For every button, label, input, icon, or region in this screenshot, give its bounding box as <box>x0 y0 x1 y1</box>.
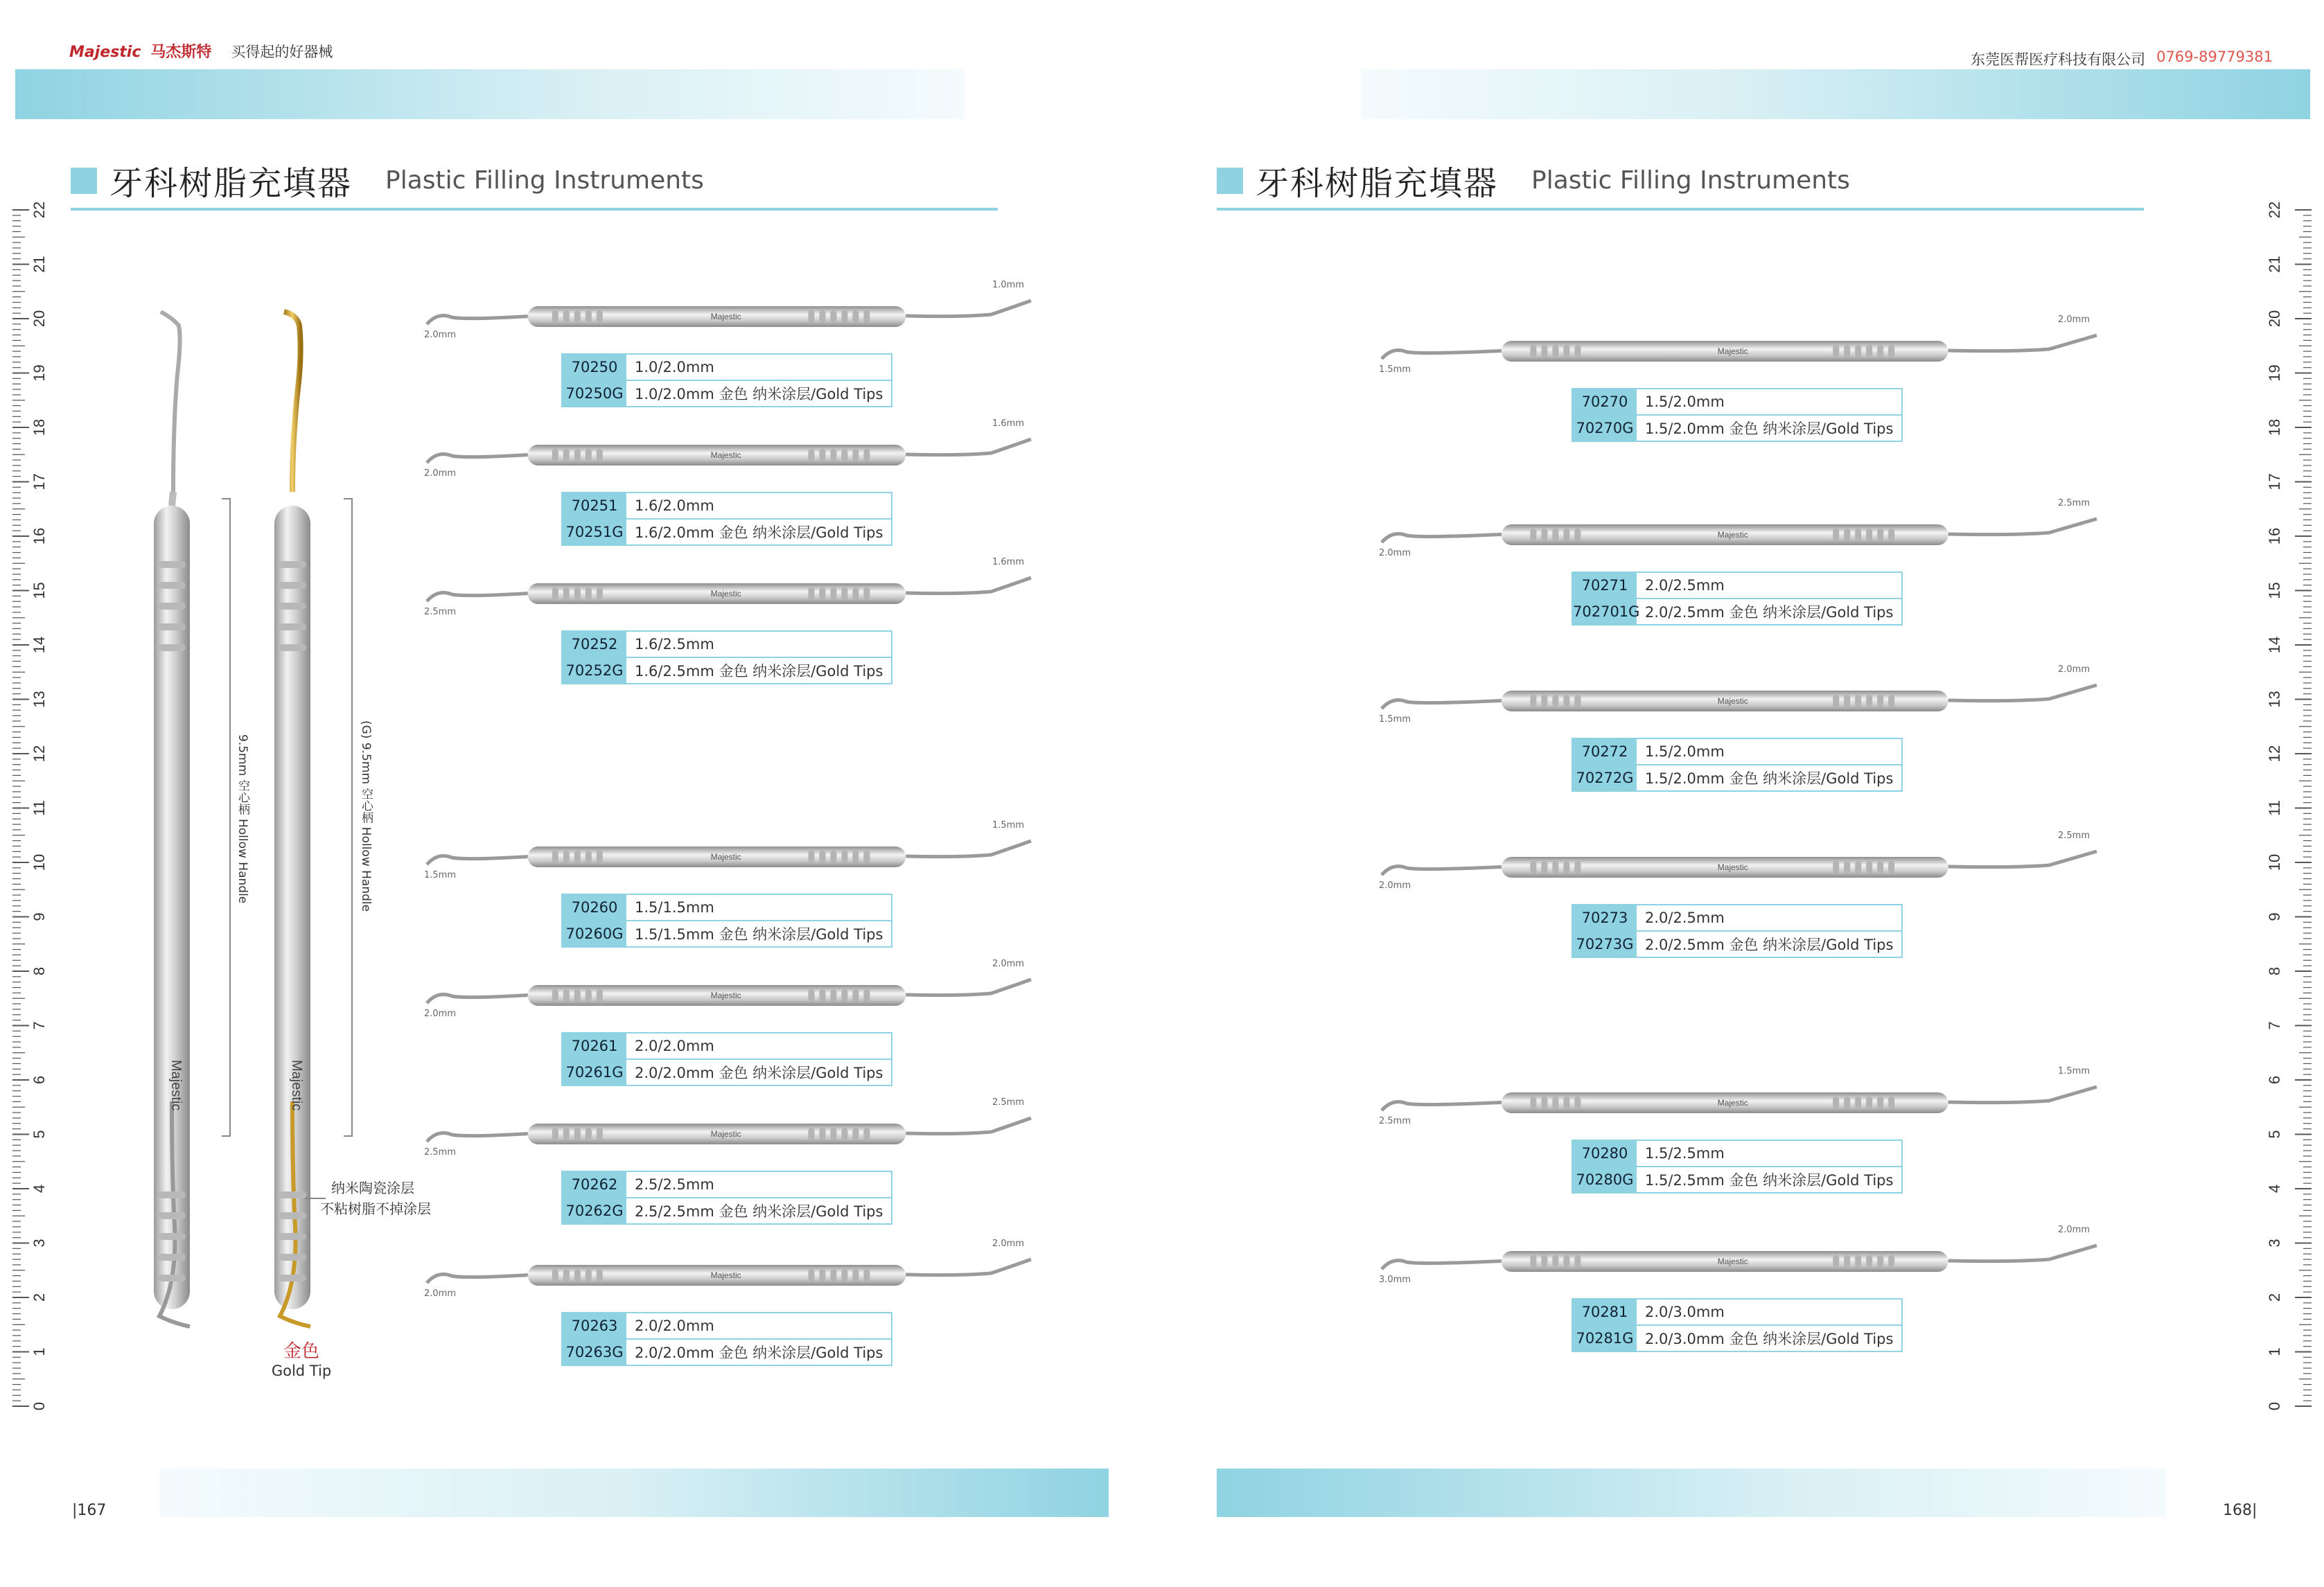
ruler-label: 7 <box>30 1021 48 1030</box>
product-code: 70262 <box>563 1172 626 1197</box>
tip-size-right: 2.0mm <box>2058 314 2090 325</box>
product-description: 1.6/2.5mm 金色 纳米涂层/Gold Tips <box>635 663 883 680</box>
ruler-label: 21 <box>2266 256 2283 273</box>
ruler-label: 20 <box>2266 310 2283 328</box>
product-code: 70270 <box>1573 389 1637 414</box>
product-code: 70271 <box>1573 573 1637 598</box>
product-code: 70251 <box>563 493 626 518</box>
tip-size-right: 2.0mm <box>992 959 1025 969</box>
svg-text:Majestic: Majestic <box>710 852 741 862</box>
top-bar-right <box>1361 69 2310 119</box>
svg-text:Majestic: Majestic <box>1717 862 1748 872</box>
tip-size-left: 2.0mm <box>424 330 457 340</box>
coating-note-line-1: 纳米陶瓷涂层 <box>331 1180 414 1196</box>
product-code: 70261 <box>563 1034 626 1058</box>
ruler-label: 5 <box>2266 1130 2283 1139</box>
product-row <box>1573 930 1901 957</box>
instrument-image <box>1379 842 2099 890</box>
svg-text:Majestic: Majestic <box>710 312 741 321</box>
ruler-label: 15 <box>30 582 48 599</box>
tip-size-left: 2.5mm <box>424 607 457 617</box>
section-title-left <box>71 157 704 204</box>
product-code: 70273 <box>1573 905 1637 930</box>
tip-size-left: 2.0mm <box>1379 880 1411 891</box>
product-code: 70252G <box>563 658 626 683</box>
ruler-label: 17 <box>30 473 48 490</box>
tip-size-left: 1.5mm <box>1379 714 1411 725</box>
ruler-label: 13 <box>30 691 48 708</box>
product-description: 1.5/2.0mm 金色 纳米涂层/Gold Tips <box>1645 770 1894 787</box>
ruler-label: 15 <box>2266 582 2283 599</box>
instrument-image <box>424 1250 1034 1298</box>
ruler-label: 2 <box>2266 1293 2283 1302</box>
product-table <box>561 1171 892 1225</box>
product-table <box>561 1312 892 1366</box>
product-description: 2.5/2.5mm <box>635 1176 714 1193</box>
product-code: 70280 <box>1573 1141 1637 1166</box>
title-underline-right <box>1217 208 2144 211</box>
product-row <box>563 1058 891 1085</box>
gold-caption-en: Gold Tip <box>271 1363 332 1379</box>
product-table <box>561 1032 892 1086</box>
product-description: 1.0/2.0mm <box>635 359 714 375</box>
ruler-label: 14 <box>2266 636 2283 654</box>
ruler-label: 12 <box>30 745 48 763</box>
ruler-label: 10 <box>2266 853 2283 871</box>
brand-name-cn: 马杰斯特 <box>150 44 212 61</box>
svg-text:Majestic: Majestic <box>710 1129 741 1139</box>
handle-dimension-label: 9.5mm 空心柄 Hollow Handle <box>236 734 249 904</box>
tip-size-left: 2.0mm <box>1379 548 1411 558</box>
product-description: 1.5/1.5mm 金色 纳米涂层/Gold Tips <box>635 926 883 943</box>
ruler-label: 4 <box>30 1184 48 1194</box>
product-description: 1.5/2.0mm <box>1645 743 1725 760</box>
tip-size-right: 2.0mm <box>992 1239 1025 1249</box>
product-code: 70272 <box>1573 739 1637 764</box>
section-title-cn: 牙科树脂充填器 <box>109 164 353 203</box>
ruler-label: 11 <box>30 800 48 816</box>
ruler-label: 14 <box>30 636 48 654</box>
company-header <box>1971 48 2273 69</box>
ruler-label: 20 <box>30 310 48 328</box>
tip-size-right: 1.5mm <box>2058 1066 2090 1076</box>
product-row <box>563 1172 891 1197</box>
product-row <box>563 895 891 920</box>
company-phone: 0769-89779381 <box>2156 48 2273 65</box>
svg-text:Majestic: Majestic <box>710 991 741 1000</box>
product-table <box>1572 738 1903 792</box>
product-row <box>563 380 891 406</box>
product-description: 2.0/3.0mm 金色 纳米涂层/Gold Tips <box>1645 1331 1894 1347</box>
product-row <box>563 493 891 518</box>
ruler-label: 13 <box>2266 691 2283 708</box>
title-underline-left <box>71 208 998 211</box>
ruler-label: 7 <box>2266 1021 2283 1030</box>
product-table <box>561 492 892 546</box>
product-row <box>1573 598 1901 624</box>
instrument-image <box>1379 1236 2099 1284</box>
instrument-image <box>1379 675 2099 724</box>
product-row <box>1573 1300 1901 1324</box>
product-row <box>563 1197 891 1223</box>
product-row <box>563 1338 891 1365</box>
product-description: 2.0/2.5mm <box>1645 577 1725 594</box>
product-description: 1.0/2.0mm 金色 纳米涂层/Gold Tips <box>635 386 883 402</box>
title-square-icon <box>1217 168 1243 194</box>
ruler-label: 18 <box>2266 418 2283 436</box>
product-table <box>1572 904 1903 958</box>
product-description: 1.6/2.5mm <box>635 636 714 653</box>
product-code: 70250G <box>563 381 626 406</box>
tip-size-right: 2.0mm <box>2058 1225 2090 1235</box>
product-description: 2.5/2.5mm 金色 纳米涂层/Gold Tips <box>635 1203 883 1220</box>
product-description: 2.0/2.5mm <box>1645 910 1725 926</box>
product-row <box>563 920 891 946</box>
product-code: 70272G <box>1573 765 1637 790</box>
instrument-image <box>1379 326 2099 374</box>
plain-instrument <box>154 312 190 1327</box>
svg-text:Majestic: Majestic <box>1717 1257 1748 1266</box>
ruler-label: 4 <box>2266 1184 2283 1194</box>
ruler-label: 1 <box>30 1347 48 1356</box>
ruler-label: 0 <box>2266 1401 2283 1411</box>
product-description: 1.5/2.5mm 金色 纳米涂层/Gold Tips <box>1645 1172 1894 1189</box>
product-code: 70251G <box>563 520 626 544</box>
product-row <box>563 518 891 544</box>
gold-handle-dimension-label: (G) 9.5mm 空心柄 Hollow Handle <box>359 720 373 912</box>
product-code: 70260G <box>563 921 626 946</box>
tip-size-left: 3.0mm <box>1379 1275 1411 1285</box>
product-description: 1.6/2.0mm <box>635 497 714 514</box>
instrument-image <box>1379 1077 2099 1126</box>
ruler-label: 19 <box>2266 364 2283 382</box>
ruler-label: 9 <box>2266 912 2283 921</box>
product-description: 1.5/2.0mm 金色 纳米涂层/Gold Tips <box>1645 420 1894 437</box>
product-code: 70263G <box>563 1340 626 1365</box>
coating-note <box>320 1178 431 1219</box>
ruler-label: 17 <box>2266 473 2283 490</box>
section-title-right <box>1217 157 1850 204</box>
tip-size-left: 2.5mm <box>1379 1116 1411 1126</box>
product-description: 1.6/2.0mm 金色 纳米涂层/Gold Tips <box>635 524 883 541</box>
product-table <box>1572 571 1903 626</box>
instrument-image <box>424 970 1034 1018</box>
product-row <box>563 632 891 657</box>
svg-text:Majestic: Majestic <box>710 1270 741 1280</box>
product-row <box>563 1034 891 1058</box>
product-code: 70273G <box>1573 932 1637 957</box>
svg-text:Majestic: Majestic <box>710 589 741 599</box>
ruler-label: 22 <box>2266 201 2283 219</box>
tip-size-right: 1.5mm <box>992 820 1025 831</box>
product-table <box>561 630 892 684</box>
gold-caption-cn: 金色 <box>283 1341 319 1362</box>
product-row <box>1573 573 1901 598</box>
ruler-label: 12 <box>2266 745 2283 763</box>
bottom-bar-right <box>1217 1469 2166 1517</box>
ruler-label: 19 <box>30 364 48 382</box>
ruler-label: 3 <box>2266 1239 2283 1248</box>
majestic-logo: Majestic <box>69 44 141 61</box>
gold-tip-instrument <box>274 312 310 1327</box>
svg-text:Majestic: Majestic <box>1717 696 1748 706</box>
top-bar-left <box>15 69 965 119</box>
instrument-image <box>424 831 1034 880</box>
tip-size-left: 2.5mm <box>424 1147 457 1158</box>
slogan: 买得起的好器械 <box>231 44 333 60</box>
product-code: 70263 <box>563 1313 626 1338</box>
tip-size-right: 1.6mm <box>992 418 1025 429</box>
page-number-right: 168| <box>2223 1502 2257 1519</box>
instrument-image <box>424 1108 1034 1157</box>
svg-text:Majestic: Majestic <box>1717 530 1748 540</box>
tip-size-left: 1.5mm <box>424 870 457 880</box>
product-description: 2.0/2.5mm 金色 纳米涂层/Gold Tips <box>1645 937 1894 953</box>
svg-text:Majestic: Majestic <box>168 1060 184 1111</box>
product-description: 2.0/2.0mm <box>635 1038 714 1054</box>
product-table <box>561 353 892 407</box>
svg-text:Majestic: Majestic <box>710 450 741 460</box>
product-row <box>1573 764 1901 790</box>
ruler-label: 10 <box>30 853 48 871</box>
ruler-label: 3 <box>30 1239 48 1248</box>
ruler-label: 6 <box>30 1075 48 1085</box>
product-row <box>1573 739 1901 764</box>
product-description: 1.5/2.5mm <box>1645 1145 1725 1162</box>
ruler-label: 11 <box>2266 800 2283 816</box>
product-table <box>561 894 892 948</box>
tip-size-right: 2.0mm <box>2058 664 2090 675</box>
product-code: 70250 <box>563 355 626 380</box>
ruler-label: 21 <box>30 256 48 273</box>
ruler-label: 8 <box>2266 966 2283 976</box>
instrument-image <box>424 429 1034 478</box>
ruler-label: 2 <box>30 1293 48 1302</box>
svg-text:Majestic: Majestic <box>289 1060 304 1111</box>
product-description: 2.0/2.0mm 金色 纳米涂层/Gold Tips <box>635 1345 883 1361</box>
product-code: 70281 <box>1573 1300 1637 1324</box>
tip-size-right: 2.5mm <box>992 1097 1025 1108</box>
ruler-label: 22 <box>30 201 48 219</box>
product-row <box>1573 905 1901 930</box>
tip-size-right: 1.0mm <box>992 280 1025 290</box>
product-row <box>1573 1324 1901 1351</box>
section-title-en: Plastic Filling Instruments <box>1531 166 1850 195</box>
product-row <box>563 355 891 380</box>
instrument-image <box>424 568 1034 617</box>
product-row <box>1573 1166 1901 1192</box>
instrument-image <box>424 291 1034 339</box>
section-title-cn: 牙科树脂充填器 <box>1256 164 1499 203</box>
product-row <box>563 657 891 683</box>
page-number-left: |167 <box>72 1502 107 1519</box>
coating-note-line-2: 不粘树脂不掉涂层 <box>320 1200 431 1217</box>
product-table <box>1572 1298 1903 1352</box>
product-table <box>1572 388 1903 442</box>
product-row <box>1573 1141 1901 1166</box>
product-code: 70262G <box>563 1198 626 1223</box>
product-row <box>1573 414 1901 441</box>
bottom-bar-left <box>159 1469 1109 1517</box>
tip-size-right: 1.6mm <box>992 557 1025 567</box>
product-row <box>563 1313 891 1338</box>
ruler-label: 18 <box>30 418 48 436</box>
ruler-left <box>12 173 54 1420</box>
product-description: 2.0/2.5mm 金色 纳米涂层/Gold Tips <box>1645 604 1894 621</box>
product-code: 70280G <box>1573 1167 1637 1192</box>
gold-tip-caption <box>263 1337 340 1379</box>
product-code: 70252 <box>563 632 626 657</box>
ruler-label: 9 <box>30 912 48 921</box>
tip-size-left: 2.0mm <box>424 1288 457 1299</box>
product-code: 70261G <box>563 1060 626 1085</box>
svg-text:Majestic: Majestic <box>1717 346 1748 356</box>
tip-size-left: 1.5mm <box>1379 364 1411 375</box>
tip-size-right: 2.5mm <box>2058 498 2090 508</box>
product-description: 2.0/2.0mm 金色 纳米涂层/Gold Tips <box>635 1065 883 1081</box>
section-title-en: Plastic Filling Instruments <box>385 166 704 195</box>
product-description: 1.5/2.0mm <box>1645 393 1725 410</box>
ruler-label: 5 <box>30 1130 48 1139</box>
tip-size-left: 2.0mm <box>424 468 457 479</box>
product-code: 702701G <box>1573 599 1637 624</box>
product-code: 70281G <box>1573 1326 1637 1351</box>
product-code: 70270G <box>1573 416 1637 441</box>
ruler-label: 1 <box>2266 1347 2283 1356</box>
ruler-label: 16 <box>30 527 48 545</box>
product-description: 1.5/1.5mm <box>635 899 714 916</box>
tip-size-left: 2.0mm <box>424 1009 457 1019</box>
title-square-icon <box>71 168 97 194</box>
tip-size-right: 2.5mm <box>2058 831 2090 841</box>
svg-text:Majestic: Majestic <box>1717 1098 1748 1108</box>
product-description: 2.0/2.0mm <box>635 1318 714 1334</box>
product-description: 2.0/3.0mm <box>1645 1304 1725 1320</box>
product-code: 70260 <box>563 895 626 920</box>
product-row <box>1573 389 1901 414</box>
ruler-label: 0 <box>30 1401 48 1411</box>
ruler-label: 6 <box>2266 1075 2283 1085</box>
product-table <box>1572 1140 1903 1194</box>
instrument-image <box>1379 509 2099 558</box>
ruler-label: 16 <box>2266 527 2283 545</box>
company-name: 东莞医帮医疗科技有限公司 <box>1971 51 2146 68</box>
ruler-right <box>2266 173 2312 1420</box>
brand-header <box>69 40 333 62</box>
ruler-label: 8 <box>30 966 48 976</box>
